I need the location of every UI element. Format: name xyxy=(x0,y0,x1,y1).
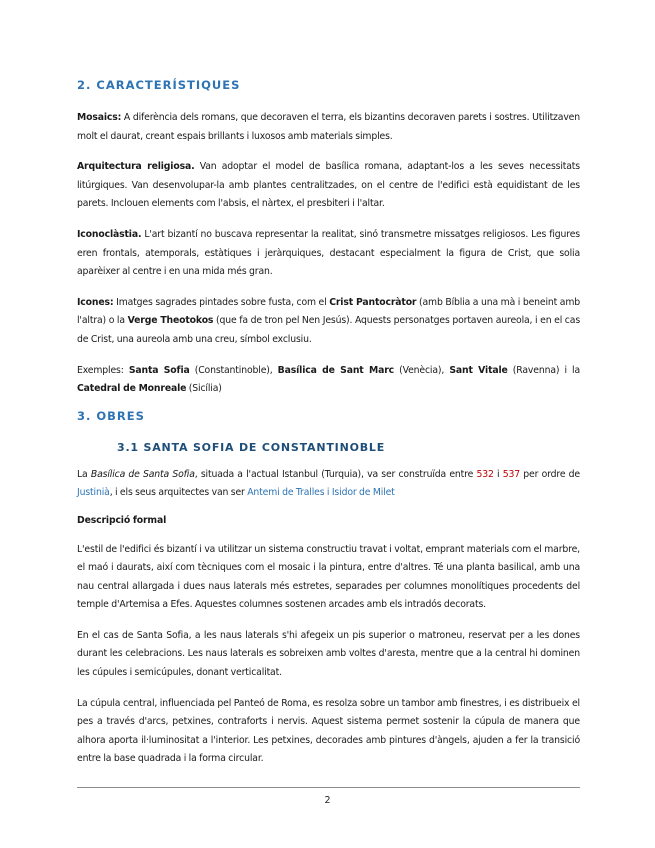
icones-text-1: Imatges sagrades pintades sobre fusta, com el xyxy=(113,296,330,308)
intro-text-1: La xyxy=(77,468,91,480)
intro-text-3: i xyxy=(493,468,503,480)
term-arquitectura: Arquitectura religiosa. xyxy=(77,161,195,173)
paragraph-descripcio-2: En el cas de Santa Sofia, a les naus laterals s'hi afegeix un pis superior o matroneu, reservat per a les dones durant les celebracions. Les naus laterals es sobreixen amb voltes d'aresta, mentre que a la central hi dominen les cúpules i semicúpules, donant verticalitat. xyxy=(77,629,580,679)
example-monreale: Catedral de Monreale xyxy=(77,383,187,395)
paragraph-descripcio-3: La cúpula central, influenciada pel Panteó de Roma, es resolza sobre un tambor amb finestres, i es distribueix el pes a través d'arcs, petxines, contraforts i nervis. Aquest sistema permet sostenir la cúpula de manera que alhora aporta il·luminositat a l'interior. Les petxines, decorades amb pintures d'àngels, ajuden a fer la transició entre la base quadrada i la forma circular. xyxy=(77,697,580,765)
architects-names: Antemi de Tralles i Isidor de Milet xyxy=(247,487,395,499)
paragraph-intro xyxy=(77,466,580,503)
document-page xyxy=(77,72,580,769)
term-mosaics: Mosaics: xyxy=(77,112,122,123)
emperor-name: Justinià xyxy=(77,487,110,499)
paragraph-mosaics xyxy=(77,109,580,146)
intro-text-4: per ordre de xyxy=(520,468,580,480)
verge-theotokos: Verge Theotokos xyxy=(127,315,214,327)
icones-text-2: (amb Bíblia a una mà i beneint amb l'altra) o la xyxy=(77,296,580,327)
mosaics-text: A diferència dels romans, que decoraven el terra, els bizantins decoraven parets i sostres. Utilitzaven molt el daurat, creant espais brillants i luxosos amb materials simples. xyxy=(77,112,580,142)
footer-divider xyxy=(77,787,580,788)
exemples-text-1: (Constantinoble), xyxy=(189,364,278,376)
subsection-3-1-heading: 3.1 SANTA SOFIA DE CONSTANTINOBLE xyxy=(117,440,386,454)
year-start: 532 xyxy=(476,468,494,480)
descripcio-formal-heading: Descripció formal xyxy=(77,514,167,526)
section-2-heading: 2. CARACTERÍSTIQUES xyxy=(77,78,241,92)
exemples-text-2: (Venècia), xyxy=(394,364,450,376)
page-number: 2 xyxy=(324,795,331,806)
section-3-heading: 3. OBRES xyxy=(77,408,145,423)
paragraph-descripcio-1: L'estil de l'edifici és bizantí i va utilitzar un sistema constructiu travat i voltat, emprant materials com el marbre, el maó i daurats, així com tècniques com el mosaic i la pintura, entre d'altres. Té una planta basilical, amb una nau central allargada i dues naus laterals més estretes, separades per columnes monolítiques procedents del temple d'Artemisa a Efes. Aquestes columnes sostenen arcades amb els intradós decorats. xyxy=(77,543,580,611)
example-sant-vitale: Sant Vitale xyxy=(449,364,508,376)
exemples-text-3: (Ravenna) i la xyxy=(507,364,581,376)
term-iconoclastia: Iconoclàstia. xyxy=(77,228,142,240)
icones-text-3: (que fa de tron pel Nen Jesús). Aquests personatges portaven aureola, i en el cas de Crist, una aureola amb una creu, símbol exclusiu. xyxy=(77,315,581,345)
intro-text-5: , i els seus arquitectes van ser xyxy=(109,487,248,499)
paragraph-iconoclastia xyxy=(77,226,580,282)
example-santa-sofia: Santa Sofia xyxy=(128,364,190,376)
crist-pantocrator: Crist Pantocràtor xyxy=(329,296,417,308)
exemples-lead: Exemples: xyxy=(77,364,129,376)
arquitectura-text: Van adoptar el model de basílica romana, adaptant-los a les seves necessitats litúrgiques. Van desenvolupar-la amb plantes centralitzades, on el centre de l'edifici està equidistant de les parets. Inclouen elements com l'absis, el nàrtex, el presbiteri i l'altar. xyxy=(77,161,580,210)
year-end: 537 xyxy=(502,468,521,480)
intro-text-2: , situada a l'actual Istanbul (Turquia), va ser construïda entre xyxy=(194,468,477,480)
exemples-text-4: (Sicília) xyxy=(186,383,222,395)
iconoclastia-text: L'art bizantí no buscava representar la realitat, sinó transmetre missatges religiosos. Les figures eren frontals, atemporals, estàtiques i jeràrquiques, destacant especialment la figura de Crist, que solia aparèixer al centre i en una mida més gran. xyxy=(77,228,580,278)
paragraph-exemples xyxy=(77,362,580,399)
example-sant-marc: Basílica de Sant Marc xyxy=(277,364,395,376)
paragraph-arquitectura xyxy=(77,158,580,214)
basilica-name: Basílica de Santa Sofia xyxy=(90,468,195,480)
term-icones: Icones: xyxy=(77,296,114,308)
paragraph-icones xyxy=(77,294,580,350)
